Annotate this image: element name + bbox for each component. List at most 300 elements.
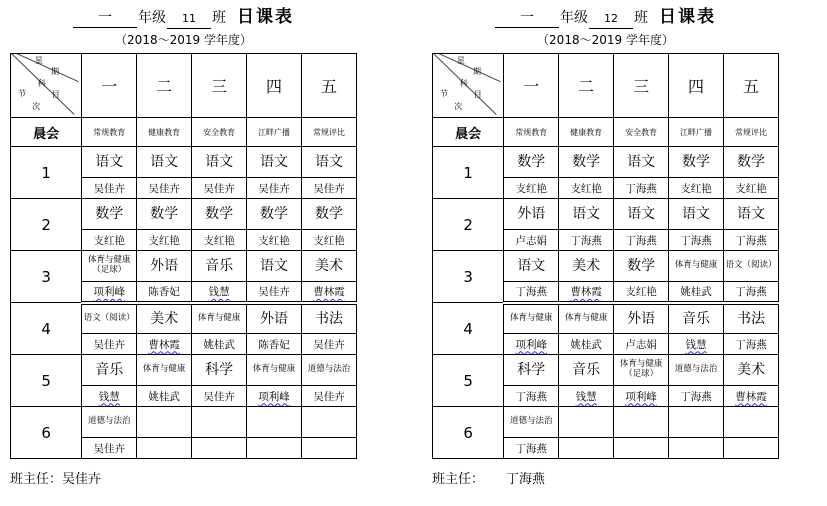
day-header: 三 [192,54,247,118]
period-cell-teacher [82,438,137,459]
period-number: 1 [11,147,82,199]
teacher-name: 陈香妃 [258,338,290,351]
corner-week-char: 期 [473,67,482,77]
subject-label: 语文 [95,153,124,170]
period-cell-teacher [247,230,302,251]
subject-label: 语文（阅读） [725,260,777,271]
teacher-name: 丁海燕 [735,338,767,351]
subject-label: 美术 [572,257,601,274]
period-cell-subject [192,303,247,334]
period-cell-subject [247,303,302,334]
morning-row [11,118,357,147]
morning-activity: 常规教育 [82,118,137,147]
corner-subject-char: 科 [37,78,46,88]
period-cell-subject [559,199,614,230]
period-cell-teacher [302,282,357,303]
schedule-table [432,53,779,459]
morning-activity: 江畔广播 [669,118,724,147]
period-cell-subject [614,199,669,230]
period-cell-teacher [82,282,137,303]
schedule-title [10,4,357,30]
corner-cell [11,54,82,118]
morning-activity: 常规评比 [302,118,357,147]
subject-label: 体育与健康 [619,359,663,370]
period-cell-teacher [192,334,247,355]
teacher-name: 钱慧 [98,390,120,403]
subject-label: 道德与法治 [509,416,553,427]
subject-label: 数学 [260,205,289,222]
period-cell-teacher [137,230,192,251]
teacher-name: 吴佳卉 [313,182,345,195]
period-cell-subject [614,407,669,438]
head-teacher-label: 班主任： [10,472,63,487]
period-cell-teacher [82,386,137,407]
period-cell-subject [724,251,779,282]
subject-label: 外语 [150,257,179,274]
day-header: 一 [82,54,137,118]
corner-week-char: 星 [34,56,43,66]
teacher-name: 项利峰 [515,338,547,351]
period-cell-subject [669,407,724,438]
period-cell-teacher [669,438,724,459]
diagonal-lines [11,54,81,117]
subject-label: 美术 [737,361,765,378]
subject-label: 体育与健康 [197,312,241,323]
period-cell-teacher [559,386,614,407]
period-cell-subject [724,355,779,386]
period-cell-subject [247,251,302,282]
subject-label: 书法 [737,310,765,327]
schedule-class-12 [432,4,779,487]
period-cell-teacher [82,334,137,355]
period-cell-teacher [137,386,192,407]
teacher-name: 曹林霞 [313,285,345,298]
period-cell-subject [614,303,669,334]
subject-label: 语文 [572,205,601,222]
period-cell-subject [192,147,247,178]
period-cell-subject [504,147,559,178]
subject-label: 语文 [205,153,234,170]
period-cell-subject [504,407,559,438]
subject-label: 外语 [517,205,546,222]
period-cell-teacher [302,334,357,355]
period-cell-subject [669,303,724,334]
period-subject-row [433,407,779,438]
head-teacher-name: 丁海燕 [506,472,546,487]
morning-activity: 健康教育 [137,118,192,147]
teacher-name: 支红艳 [203,234,235,247]
period-subject-row [433,147,779,178]
period-subject-row [433,355,779,386]
day-header: 四 [247,54,302,118]
teacher-name: 姚桂武 [680,285,712,298]
period-cell-subject [724,147,779,178]
period-cell-subject [302,199,357,230]
subject-sublabel: （足球） [624,369,659,380]
period-cell-subject [82,355,137,386]
period-cell-subject [247,199,302,230]
head-teacher-line [10,468,357,487]
head-teacher-label: 班主任： [432,472,485,487]
subject-label: 数学 [572,153,601,170]
teacher-name: 支红艳 [625,285,657,298]
morning-activity: 健康教育 [559,118,614,147]
teacher-name: 钱慧 [208,285,230,298]
corner-period-char: 节 [440,88,449,98]
teacher-name: 支红艳 [680,182,712,195]
teacher-name: 卢志娟 [625,338,657,351]
period-cell-teacher [137,178,192,199]
period-cell-teacher [137,438,192,459]
subject-label: 数学 [205,205,234,222]
period-cell-subject [504,199,559,230]
corner-subject-char: 目 [473,89,482,99]
teacher-name: 丁海燕 [570,234,602,247]
period-cell-teacher [614,230,669,251]
day-header: 五 [302,54,357,118]
period-number: 6 [433,407,504,459]
period-cell-subject [82,407,137,438]
subject-label: 美术 [150,310,179,327]
corner-subject-char: 科 [459,78,468,88]
morning-activity: 安全教育 [614,118,669,147]
morning-row [433,118,779,147]
teacher-name: 丁海燕 [515,390,547,403]
period-number: 2 [11,199,82,251]
class-number-blank: 12 [589,10,633,29]
period-number: 3 [11,251,82,303]
subject-label: 道德与法治 [674,364,718,375]
period-cell-subject [192,251,247,282]
teacher-name: 吴佳卉 [203,182,235,195]
teacher-name: 钱慧 [575,390,597,403]
corner-period-char: 节 [18,88,27,98]
period-cell-teacher [669,334,724,355]
teacher-name: 钱慧 [685,338,707,351]
teacher-name: 项利峰 [625,390,657,403]
period-cell-subject [247,147,302,178]
corner-subject-char: 目 [51,89,60,99]
period-cell-subject [137,407,192,438]
subject-label: 科学 [517,361,546,378]
period-cell-teacher [82,178,137,199]
table-header-row [11,54,357,118]
period-cell-teacher [302,386,357,407]
period-subject-row [11,303,357,334]
period-number: 5 [433,355,504,407]
period-cell-subject [247,355,302,386]
teacher-name: 吴佳卉 [93,182,125,195]
period-cell-teacher [559,178,614,199]
subject-label: 体育与健康 [142,364,186,375]
teacher-name: 支红艳 [93,234,125,247]
period-cell-teacher [504,282,559,303]
teacher-name: 丁海燕 [680,234,712,247]
period-cell-teacher [504,334,559,355]
teacher-name: 吴佳卉 [313,338,345,351]
period-cell-subject [559,303,614,334]
subject-label: 数学 [150,205,179,222]
subject-label: 体育与健康 [87,255,131,266]
period-cell-subject [302,251,357,282]
corner-week-char: 期 [51,67,60,77]
period-cell-subject [302,355,357,386]
subject-label: 语文 [627,153,656,170]
period-cell-subject [559,407,614,438]
subject-label: 道德与法治 [87,416,131,427]
subject-label: 语文 [260,257,289,274]
morning-activity: 常规教育 [504,118,559,147]
period-subject-row [11,199,357,230]
period-cell-subject [247,407,302,438]
period-cell-subject [559,251,614,282]
period-cell-subject [559,355,614,386]
period-cell-subject [504,355,559,386]
period-cell-teacher [302,178,357,199]
schedule-title [432,4,779,30]
subject-label: 外语 [627,310,656,327]
subject-label: 语文 [737,205,765,222]
subject-label: 语文 [517,257,546,274]
teacher-name: 支红艳 [258,234,290,247]
grade-blank: 一 [73,9,137,28]
subject-label: 体育与健康 [564,312,608,323]
day-header: 二 [137,54,192,118]
period-cell-subject [192,355,247,386]
period-cell-teacher [504,386,559,407]
period-number: 4 [11,303,82,355]
period-number: 1 [433,147,504,199]
teacher-name: 支红艳 [515,182,547,195]
period-cell-subject [724,303,779,334]
morning-activity: 常规评比 [724,118,779,147]
period-cell-subject [724,407,779,438]
period-cell-subject [724,199,779,230]
subject-label: 数学 [682,153,711,170]
teacher-name: 卢志娟 [515,234,547,247]
teacher-name: 支红艳 [148,234,180,247]
teacher-name: 吴佳卉 [93,442,125,455]
class-suffix: 班 [634,10,648,26]
class-number-blank: 11 [167,10,211,29]
period-cell-subject [559,147,614,178]
period-cell-subject [137,199,192,230]
teacher-name: 姚桂武 [570,338,602,351]
teacher-name: 吴佳卉 [93,338,125,351]
period-cell-teacher [724,178,779,199]
subject-label: 数学 [315,205,343,222]
period-cell-teacher [614,178,669,199]
teacher-name: 支红艳 [313,234,345,247]
teacher-name: 项利峰 [93,285,125,298]
period-cell-teacher [192,178,247,199]
period-cell-teacher [724,386,779,407]
teacher-name: 支红艳 [570,182,602,195]
period-cell-subject [614,355,669,386]
period-cell-teacher [192,438,247,459]
subject-label: 语文（阅读） [83,312,135,323]
period-cell-teacher [614,282,669,303]
period-cell-teacher [137,334,192,355]
subject-label: 美术 [315,257,343,274]
subject-label: 科学 [205,361,234,378]
teacher-name: 丁海燕 [625,182,657,195]
period-cell-teacher [559,230,614,251]
table-header-row [433,54,779,118]
day-header: 五 [724,54,779,118]
period-number: 2 [433,199,504,251]
period-cell-subject [137,147,192,178]
day-header: 一 [504,54,559,118]
teacher-name: 项利峰 [258,390,290,403]
period-cell-subject [192,199,247,230]
teacher-name: 支红艳 [735,182,767,195]
teacher-name: 曹林霞 [570,285,602,298]
doc-type-label: 日课表 [237,7,294,27]
grade-suffix: 年级 [560,10,588,26]
period-number: 3 [433,251,504,303]
teacher-name: 吴佳卉 [258,182,290,195]
period-cell-subject [137,251,192,282]
corner-period-char: 次 [32,101,41,111]
period-cell-teacher [302,230,357,251]
doc-type-label: 日课表 [659,7,716,27]
period-cell-teacher [504,178,559,199]
period-subject-row [433,199,779,230]
subject-label: 体育与健康 [674,260,718,271]
period-cell-teacher [137,282,192,303]
class-suffix: 班 [212,10,226,26]
teacher-name: 丁海燕 [735,234,767,247]
period-cell-teacher [669,282,724,303]
period-cell-teacher [302,438,357,459]
period-cell-teacher [614,386,669,407]
morning-activity: 江畔广播 [247,118,302,147]
teacher-name: 丁海燕 [735,285,767,298]
period-cell-teacher [724,282,779,303]
period-cell-subject [614,251,669,282]
teacher-name: 曹林霞 [735,390,767,403]
period-subject-row [433,251,779,282]
subject-label: 体育与健康 [509,312,553,323]
period-cell-teacher [247,438,302,459]
period-cell-teacher [669,230,724,251]
period-subject-row [11,355,357,386]
teacher-name: 吴佳卉 [203,390,235,403]
subject-label: 数学 [627,257,656,274]
period-cell-teacher [669,178,724,199]
period-cell-teacher [192,386,247,407]
day-header: 四 [669,54,724,118]
period-subject-row [433,303,779,334]
period-cell-subject [82,303,137,334]
period-cell-teacher [504,438,559,459]
subject-label: 书法 [315,310,343,327]
head-teacher-name: 吴佳卉 [62,472,102,487]
period-cell-subject [82,147,137,178]
teacher-name: 姚桂武 [203,338,235,351]
period-cell-subject [504,303,559,334]
period-cell-teacher [247,178,302,199]
grade-blank: 一 [495,9,559,28]
subject-label: 语文 [682,205,711,222]
day-header: 二 [559,54,614,118]
period-cell-teacher [559,438,614,459]
period-cell-teacher [247,386,302,407]
subject-label: 道德与法治 [307,364,351,375]
teacher-name: 丁海燕 [515,442,547,455]
subject-sublabel: （足球） [92,265,127,276]
period-cell-teacher [192,230,247,251]
subject-label: 体育与健康 [252,364,296,375]
subject-label: 语文 [627,205,656,222]
subject-label: 数学 [737,153,765,170]
period-cell-subject [302,407,357,438]
teacher-name: 丁海燕 [680,390,712,403]
period-number: 5 [11,355,82,407]
school-year-subtitle: （2018～2019 学年度） [537,33,674,47]
period-number: 4 [433,303,504,355]
subject-label: 语文 [315,153,343,170]
corner-cell [433,54,504,118]
period-cell-subject [669,199,724,230]
subject-label: 数学 [517,153,546,170]
head-teacher-line [432,468,779,487]
period-cell-subject [614,147,669,178]
period-cell-teacher [669,386,724,407]
corner-week-char: 星 [456,56,465,66]
period-cell-subject [82,251,137,282]
period-cell-teacher [724,230,779,251]
period-cell-subject [137,355,192,386]
period-subject-row [11,147,357,178]
subject-label: 语文 [260,153,289,170]
period-cell-teacher [559,282,614,303]
period-subject-row [11,251,357,282]
corner-period-char: 次 [454,101,463,111]
teacher-name: 姚桂武 [148,390,180,403]
subject-label: 音乐 [682,310,711,327]
morning-meeting-label: 晨会 [433,118,504,147]
teacher-name: 曹林霞 [148,338,180,351]
morning-meeting-label: 晨会 [11,118,82,147]
teacher-name: 陈香妃 [148,285,180,298]
subject-label: 音乐 [205,257,234,274]
teacher-name: 吴佳卉 [148,182,180,195]
period-cell-teacher [724,334,779,355]
morning-activity: 安全教育 [192,118,247,147]
teacher-name: 吴佳卉 [258,285,290,298]
period-cell-subject [82,199,137,230]
diagonal-lines [433,54,503,117]
period-cell-subject [137,303,192,334]
period-cell-teacher [247,282,302,303]
period-cell-teacher [504,230,559,251]
period-cell-subject [192,407,247,438]
school-year-subtitle: （2018～2019 学年度） [115,33,252,47]
subject-label: 音乐 [572,361,601,378]
period-cell-teacher [192,282,247,303]
period-cell-teacher [247,334,302,355]
period-cell-subject [669,251,724,282]
subject-label: 数学 [95,205,124,222]
period-cell-teacher [614,438,669,459]
period-subject-row [11,407,357,438]
period-cell-teacher [559,334,614,355]
period-cell-teacher [724,438,779,459]
period-cell-subject [302,147,357,178]
grade-suffix: 年级 [138,10,166,26]
